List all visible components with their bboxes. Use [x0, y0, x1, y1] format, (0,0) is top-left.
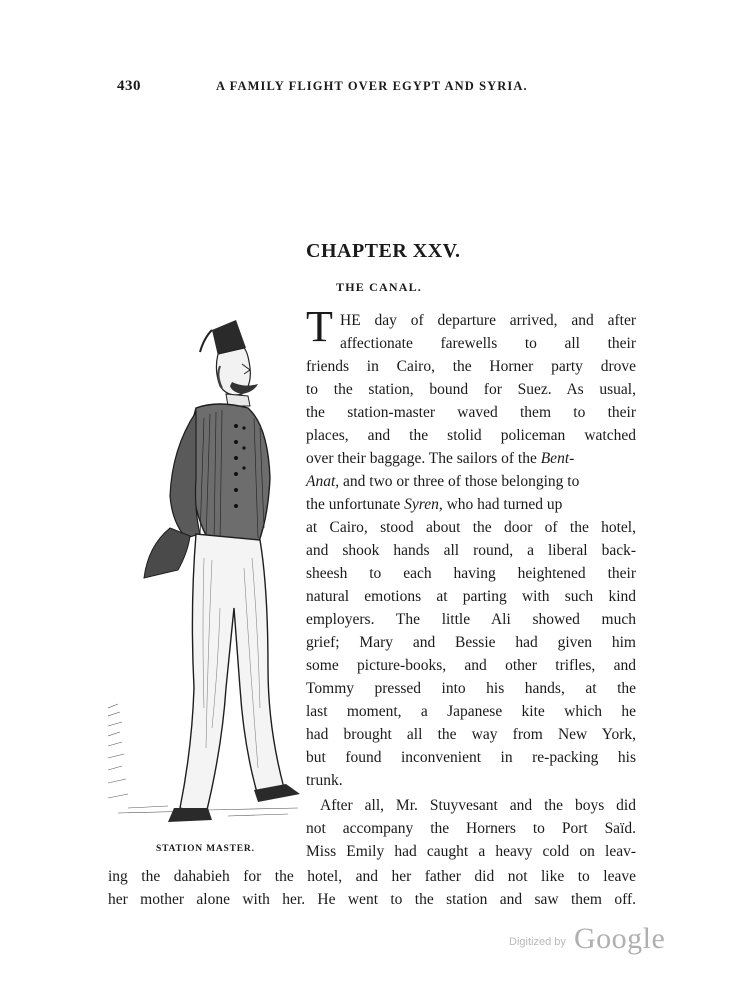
station-master-engraving	[108, 308, 308, 838]
text-line: employers. The little Ali showed much	[306, 611, 636, 628]
google-logo: Google	[574, 922, 666, 955]
text-line: grief; Mary and Bessie had given him	[306, 634, 636, 651]
chapter-title: CHAPTER XXV.	[306, 240, 461, 262]
page-number: 430	[117, 78, 141, 94]
text-span: over their baggage. The sailors of the	[306, 450, 537, 467]
station-master-illustration	[108, 308, 308, 838]
text-line: at Cairo, stood about the door of the hotel,	[306, 519, 636, 536]
text-line	[306, 495, 636, 517]
figure-caption: STATION MASTER.	[156, 844, 255, 854]
text-span: and two or three of those belonging to	[343, 473, 580, 490]
text-line: last moment, a Japanese kite which he	[306, 703, 636, 720]
text-line: trunk.	[306, 772, 343, 789]
text-line: some picture-books, and other trifles, and	[306, 657, 636, 674]
text-line	[306, 449, 636, 471]
chapter-subtitle: THE CANAL.	[336, 280, 423, 294]
text-line: sheesh to each having heightened their	[306, 565, 636, 582]
ship-name-bent-anat: Bent-	[540, 450, 575, 467]
text-line: the station-master waved them to their	[306, 404, 636, 421]
text-line: places, and the stolid policeman watched	[306, 427, 636, 444]
text-line: HE day of departure arrived, and after	[340, 312, 636, 329]
running-head	[0, 78, 742, 98]
text-line: affectionate farewells to all their	[340, 335, 636, 352]
ship-name-anat: Anat,	[306, 473, 340, 490]
text-line: natural emotions at parting with such kind	[306, 588, 636, 605]
ship-name-syren: Syren,	[404, 496, 443, 513]
text-line: ing the dahabieh for the hotel, and her father did not like to leave	[108, 868, 636, 885]
text-line: but found inconvenient in re-packing his	[306, 749, 636, 766]
text-line: Miss Emily had caught a heavy cold on leav-	[306, 843, 636, 860]
drop-cap: T	[306, 302, 333, 351]
text-line: not accompany the Horners to Port Saïd.	[306, 820, 636, 837]
text-line: After all, Mr. Stuyvesant and the boys did	[320, 797, 636, 814]
text-line: to the station, bound for Suez. As usual,	[306, 381, 636, 398]
running-head-title: A FAMILY FLIGHT OVER EGYPT AND SYRIA.	[216, 79, 528, 93]
text-line: and shook hands all round, a liberal back-	[306, 542, 636, 559]
watermark-prefix: Digitized by	[509, 936, 566, 948]
text-line: had brought all the way from New York,	[306, 726, 636, 743]
text-span: who had turned up	[446, 496, 563, 513]
text-line: her mother alone with her. He went to the station and saw them off.	[108, 891, 636, 908]
text-line	[306, 472, 636, 494]
text-line: friends in Cairo, the Horner party drove	[306, 358, 636, 375]
text-span: the unfortunate	[306, 496, 401, 513]
text-line: Tommy pressed into his hands, at the	[306, 680, 636, 697]
